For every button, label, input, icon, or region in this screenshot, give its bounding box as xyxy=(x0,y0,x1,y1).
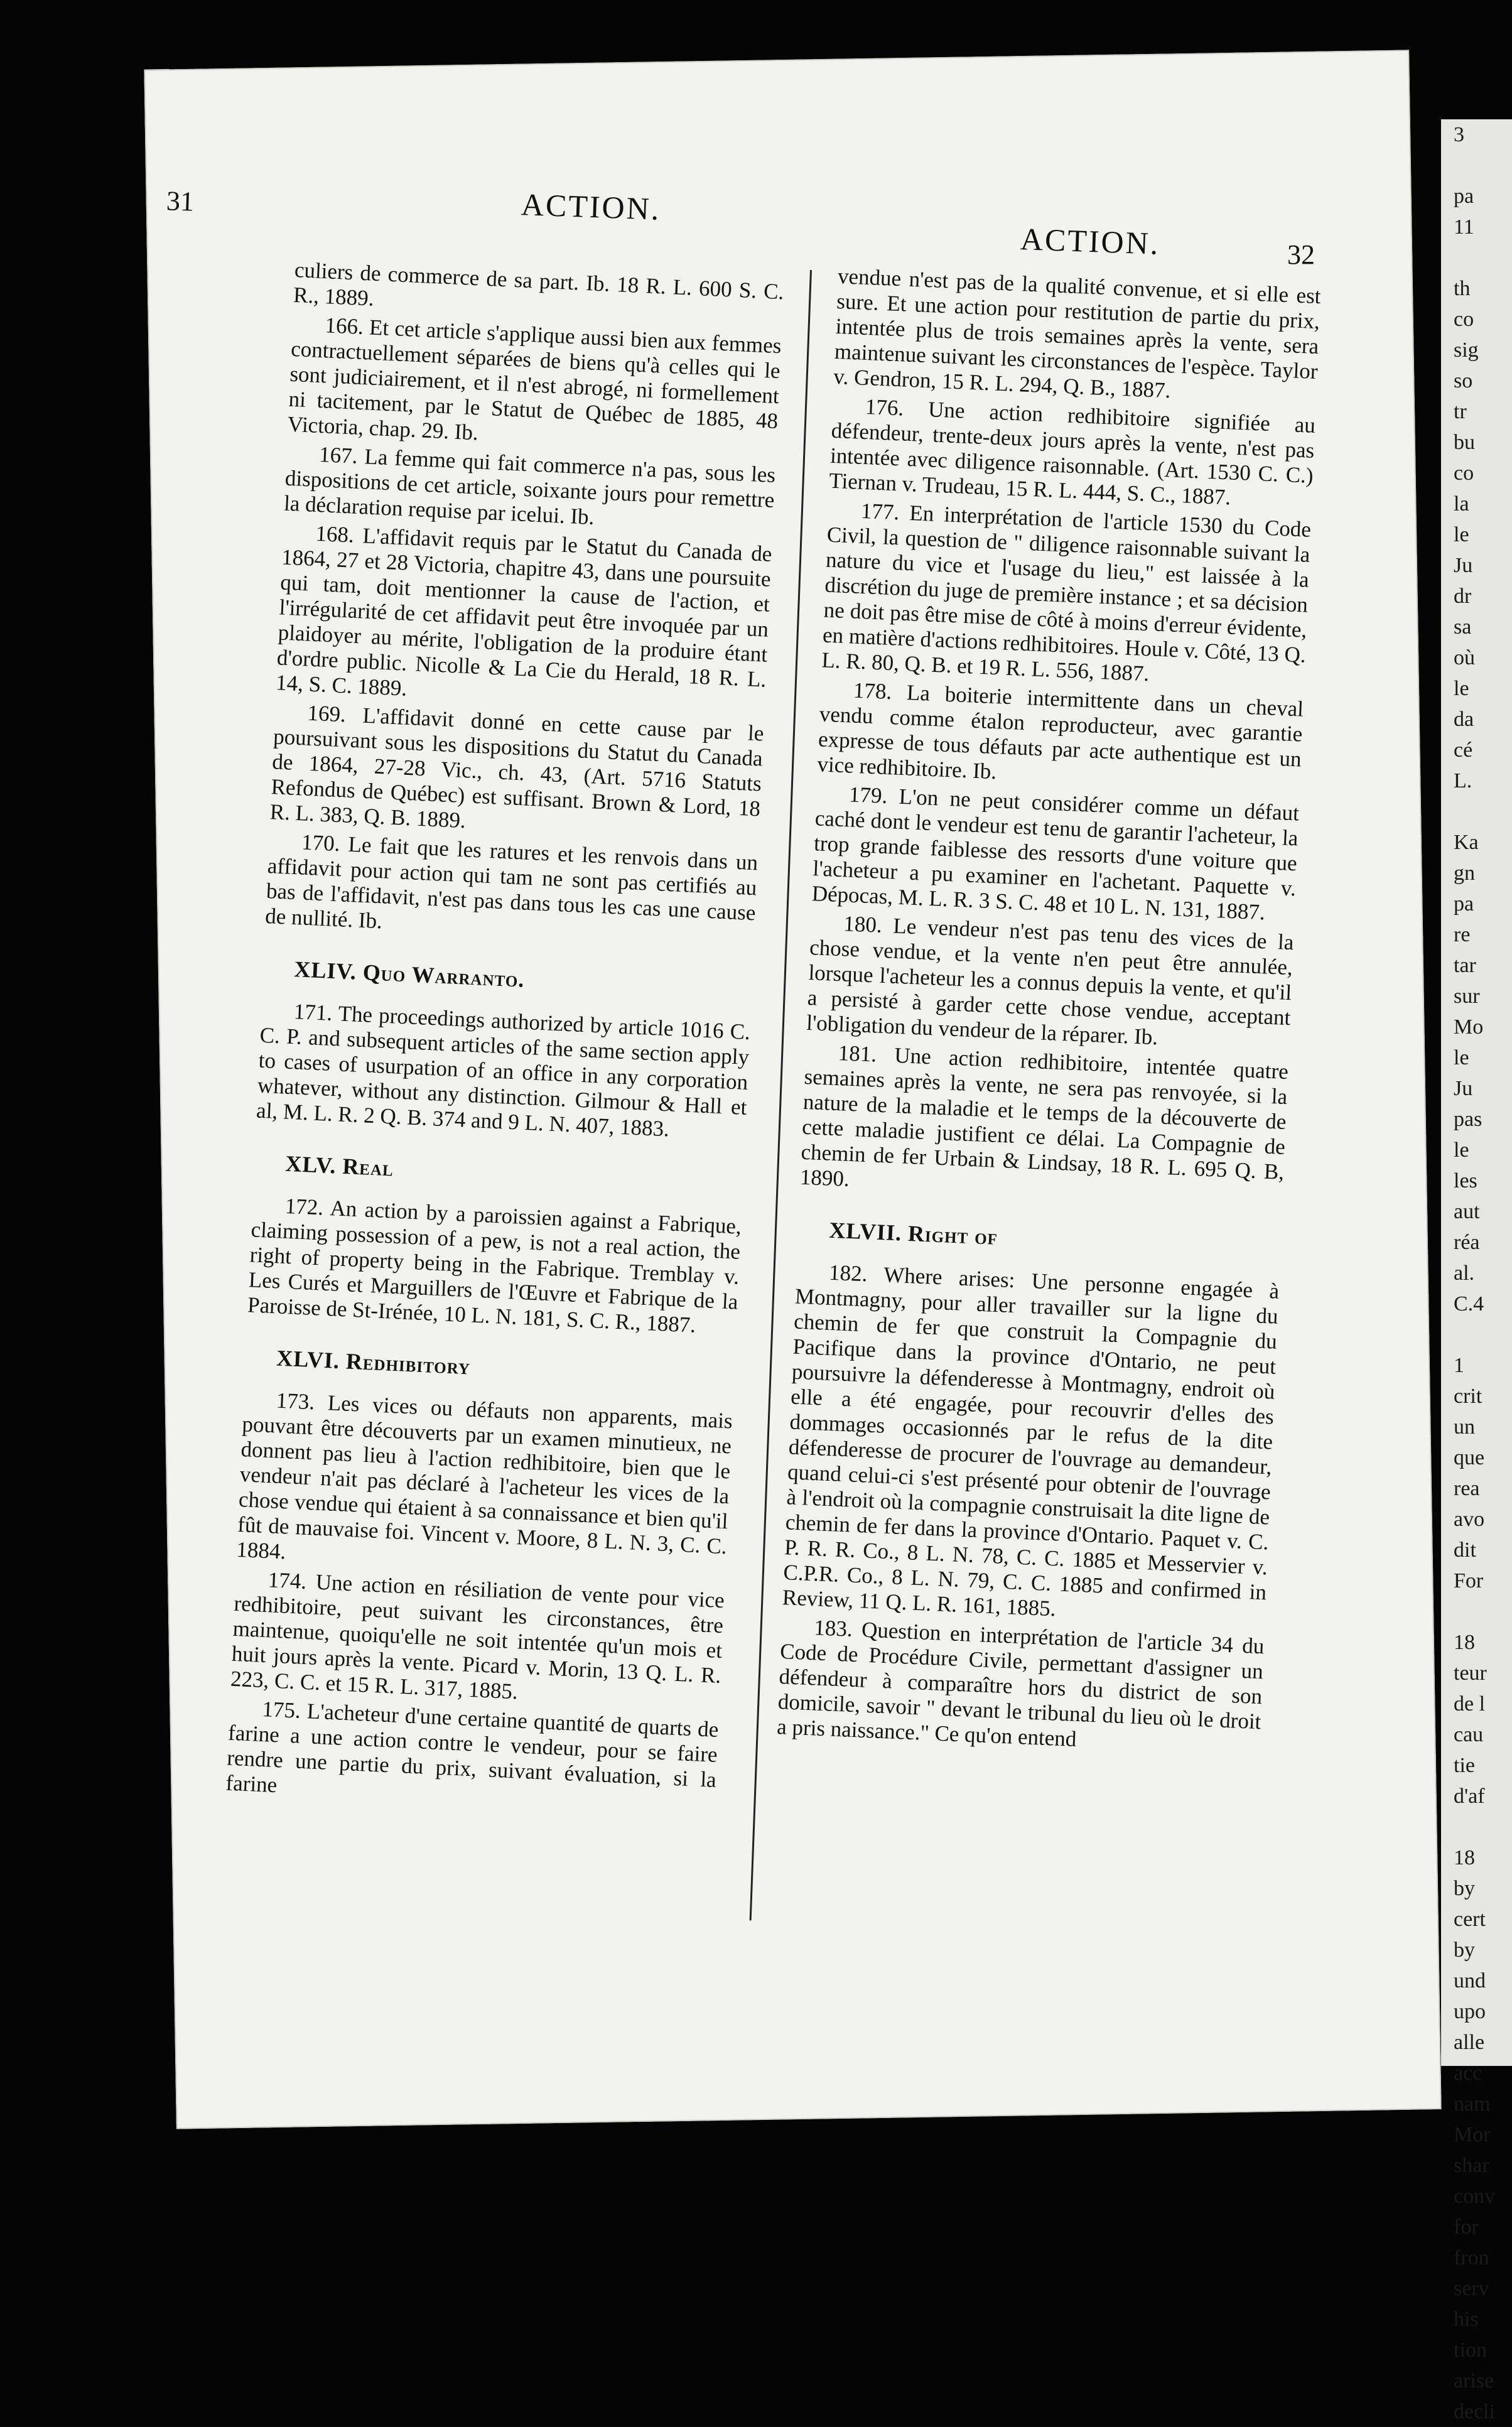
next-page-fragment: tr xyxy=(1454,400,1467,423)
next-page-fragment: la xyxy=(1454,492,1469,516)
next-page-fragment: tie xyxy=(1454,1754,1475,1777)
paragraph-continuation: culiers de commerce de sa part. Ib. 18 R. L. 600 S. C. R., 1889. xyxy=(293,257,785,311)
right-column xyxy=(776,264,1321,1763)
next-page-fragment: pa xyxy=(1454,892,1474,916)
paragraph-181: 181. Une action redhibitoire, intentée quatre semaines après la vente, ne sera pas renvoyée, si la nature de la maladie et le temps de la découverte de cette maladie justifient ce délai. La Compagnie de chemin de fer Urbain & Lindsay, 18 R. L. 695 Q. B, 1890. xyxy=(799,1041,1289,1192)
next-page-fragment xyxy=(1441,1319,1512,1350)
next-page-fragment: his xyxy=(1454,2308,1479,2331)
paragraph-170: 170. Le fait que les ratures et les renvois dans un affidavit pour action qui tam ne sont pas certifiés au bas de l'affidavit, n'est pas dans tous les cas une cause de nullité. Ib. xyxy=(264,830,759,934)
next-page-fragment: que xyxy=(1454,1446,1485,1469)
paragraph-169: 169. L'affidavit donné en cette cause par le poursuivant sous les dispositions du Statut du Canada de 1864, 27-28 Vic., ch. 43, (Art. 5716 Statuts Refondus de Québec) est suffisant. Brown & Lord, 18 R. L. 383, Q. B. 1889. xyxy=(269,700,765,833)
next-page-fragment: avo xyxy=(1454,1508,1485,1531)
next-page-fragment: le xyxy=(1454,523,1469,546)
next-page-fragment: so xyxy=(1454,369,1473,392)
section-number: XLVI. xyxy=(276,1345,340,1374)
paragraph-175-continued: vendue n'est pas de la qualité convenue, et si elle est sure. Et une action pour restitution de partie du prix, intentée plus de trois semaines après la vente, sera maintenue suivant les circonstances de l'espèce. Taylor v. Gendron, 15 R. L. 294, Q. B., 1887. xyxy=(833,264,1322,403)
next-page-fragment: Ju xyxy=(1454,1077,1473,1100)
next-page-fragment: dit xyxy=(1454,1538,1476,1562)
next-page-fragment xyxy=(1441,1812,1512,1842)
paragraph-174: 174. Une action en résiliation de vente pour vice redhibitoire, peut suivant les circonstances, être maintenue, quoiqu'elle ne soit intentée qu'un mois et huit jours après la vente. Picard v. Morin, 13 Q. L. R. 223, C. C. et 15 R. L. 317, 1885. xyxy=(230,1567,725,1704)
paragraph-173: 173. Les vices ou défauts non apparents, mais pouvant être découverts par un examen minutieux, ne donnent pas lieu à l'action redhibitoire, bien que le vendeur n'ait pas déclaré à l'acheteur les vices de la chose vendue qui étaient à sa connaissance et bien qu'il fût de mauvaise foi. Vincent v. Moore, 8 L. N. 3, C. C. 1884. xyxy=(235,1388,733,1564)
next-page-fragment: cert xyxy=(1454,1908,1486,1931)
next-page-fragment: tion xyxy=(1454,2338,1487,2362)
section-title: Real xyxy=(342,1153,394,1181)
paragraph-179: 179. L'on ne peut considérer comme un défaut caché dont le vendeur est tenu de garantir l'acheteur, la trop grande faiblesse des ressorts d'une voiture que l'acheteur a pu examiner en l'achetant. Paquette v. Dépocas, M. L. R. 3 S. C. 48 et 10 L. N. 131, 1887. xyxy=(811,782,1300,925)
next-page-fragment: upo xyxy=(1454,2000,1486,2023)
paragraph-180: 180. Le vendeur n'est pas tenu des vices de la chose vendue, et la vente n'en peut être annulée, lorsque l'acheteur les a connus depuis la vente, et qu'il a persisté à garder cette chose vendue, acceptant l'obligation du vendeur de la réparer. Ib. xyxy=(806,911,1295,1050)
next-page-fragment: 18 xyxy=(1454,1846,1475,1869)
next-page-fragment: crit xyxy=(1454,1385,1482,1408)
next-page-fragment: al. xyxy=(1454,1262,1475,1285)
next-page-fragment: da xyxy=(1454,708,1474,731)
section-heading-xlvii xyxy=(829,1218,1282,1262)
section-title: Redhibitory xyxy=(345,1348,471,1380)
section-number: XLVII. xyxy=(828,1217,903,1246)
next-page-fragment xyxy=(1441,1596,1512,1627)
next-page-fragment: 3 xyxy=(1454,123,1464,146)
next-page-fragment: for xyxy=(1454,2215,1479,2239)
next-page-fragment: tar xyxy=(1454,954,1476,977)
next-page-fragment: by xyxy=(1454,1877,1475,1900)
next-page-fragment: un xyxy=(1454,1415,1475,1439)
next-page-fragment: nam xyxy=(1454,2092,1491,2116)
next-page-fragment: les xyxy=(1454,1169,1477,1192)
next-page-fragment: serv xyxy=(1454,2277,1489,2300)
left-page-number: 31 xyxy=(166,185,195,217)
next-page-fragment xyxy=(1441,242,1512,273)
next-page-fragment: le xyxy=(1454,1138,1469,1162)
section-heading-xlv xyxy=(285,1151,744,1197)
paragraph-171: 171. The proceedings authorized by article 1016 C. C. P. and subsequent articles of the same section apply to cases of usurpation of an office in any corporation whatever, without any distinction. Gilmour & Hall et al, M. L. R. 2 Q. B. 374 and 9 L. N. 407, 1883. xyxy=(256,999,751,1142)
next-page-fragment: aut xyxy=(1454,1200,1480,1223)
next-page-fragment: Mor xyxy=(1454,2123,1491,2146)
paragraph-183: 183. Question en interprétation de l'article 34 du Code de Procédure Civile, permettant d'assigner un défendeur à comparaître hors du district de son domicile, savoir " devant le tribunal du lieu où le droit a pris naissance." Ce qu'on entend xyxy=(776,1615,1265,1751)
next-page-fragment: conv xyxy=(1454,2185,1496,2208)
paragraph-178: 178. La boiterie intermittente dans un cheval vendu comme étalon reproducteur, avec garantie expresse de tous défauts par acte authentique est un vice redhibitoire. Ib. xyxy=(816,678,1304,784)
next-page-fragment: rea xyxy=(1454,1477,1480,1500)
next-page-fragment: pa xyxy=(1454,185,1474,208)
next-page-fragment: sur xyxy=(1454,985,1480,1008)
next-page-fragment: le xyxy=(1454,677,1469,700)
next-page-fragment: sig xyxy=(1454,338,1479,362)
next-page-fragment: pas xyxy=(1454,1108,1482,1131)
next-page-fragment: cau xyxy=(1454,1723,1484,1746)
next-page-fragment: de l xyxy=(1454,1692,1486,1716)
next-page-fragment: le xyxy=(1454,1046,1469,1069)
next-page-fragment: dr xyxy=(1454,585,1472,608)
next-page-fragment: fron xyxy=(1454,2246,1489,2269)
next-page-fragment: C.4 xyxy=(1454,1292,1484,1316)
right-page-number: 32 xyxy=(1287,239,1315,270)
section-number: XLIV. xyxy=(293,956,357,985)
next-page-fragment: Mo xyxy=(1454,1015,1484,1039)
right-running-title: ACTION. xyxy=(1020,221,1161,261)
paragraph-175: 175. L'acheteur d'une certaine quantité de quarts de farine a une action contre le vendeur, pour se faire rendre une partie du prix, suivant évaluation, si la farine xyxy=(225,1697,720,1798)
paragraph-177: 177. En interprétation de l'article 1530 du Code Civil, la question de " diligence raisonnable suivant la nature du vice et l'usage du lieu," est laissée à la discrétion du juge de première instance ; et sa décision ne doit pas être mise de côté à moins d'erreur évidente, en matière d'actions redhibitoires. Houle v. Côté, 13 Q. L. R. 80, Q. B. et 19 R. L. 556, 1887. xyxy=(821,498,1312,686)
left-column xyxy=(225,257,784,1822)
paragraph-182: 182. Where arises: Une personne engagée à Montmagny, pour aller travailler sur la ligne du chemin de fer que construit la Compagnie du Pacifique dans la province d'Ontario, ne peut poursuivre la défenderesse à Montmagny, endroit où elle a été engagée, pour recouvrir d'elles des dommages occasionnés par le refus de la dite défenderesse de procurer de l'ouvrage au demandeur, quand celui-ci s'est présenté pour obtenir de l'ouvrage à l'endroit où la compagnie construisait la dite ligne de chemin de fer dans la province d'Ontario. Paquet v. C. P. R. R. Co., 8 L. N. 78, C. C. 1885 et Messervier v. C.P.R. Co., 8 L. N. 79, C. C. 1885 and confirmed in Review, 11 Q. L. R. 161, 1885. xyxy=(782,1260,1280,1621)
next-page-fragment: 1 xyxy=(1454,1354,1464,1377)
section-title: Quo Warranto. xyxy=(362,959,526,992)
paragraph-176: 176. Une action redhibitoire signifiée au défendeur, trente-deux jours après la vente, n'est pas intentée avec diligence raisonnable. (Art. 1530 C. C.) Tiernan v. Trudeau, 15 R. L. 444, S. C., 1887. xyxy=(828,394,1316,510)
next-page-fragment: réa xyxy=(1454,1231,1480,1254)
next-page-fragment: cé xyxy=(1454,738,1473,762)
paragraph-172: 172. An action by a paroissien against a Fabrique, claiming possession of a pew, is not a real action, the right of property being in the Fabrique. Tremblay v. Les Curés et Marguillers de l'Œuvre et Fabrique de la Paroisse de St-Irénée, 10 L. N. 181, S. C. R., 1887. xyxy=(247,1193,742,1338)
next-page-fragment: gn xyxy=(1454,862,1475,885)
next-page-fragment: by xyxy=(1454,1938,1475,1962)
next-page-fragment: alle xyxy=(1454,2031,1485,2054)
next-page-fragment: th xyxy=(1454,277,1471,300)
next-page-fragment: L. xyxy=(1454,769,1472,792)
left-running-title: ACTION. xyxy=(521,186,662,227)
paragraph-168: 168. L'affidavit requis par le Statut du Canada de 1864, 27 et 28 Victoria, chapitre 43, dans une poursuite qui tam, doit mentionner la cause de l'action, et l'irrégularité de cet affidavit peut être invoquée par un plaidoyer au mérite, l'obligation de la produire étant d'ordre public. Nicolle & La Cie du Herald, 18 R. L. 14, S. C. 1889. xyxy=(275,521,773,701)
next-page-fragment: où xyxy=(1454,646,1475,669)
paragraph-167: 167. La femme qui fait commerce n'a pas, sous les dispositions de cet article, soixante jours pour remettre la déclaration requise par icelui. Ib. xyxy=(283,442,776,530)
section-title: Right of xyxy=(907,1221,998,1250)
next-page-fragment: 18 xyxy=(1454,1631,1475,1654)
next-page-fragment xyxy=(1441,150,1512,181)
next-page-fragment: bu xyxy=(1454,431,1475,454)
next-page-fragment: shar xyxy=(1454,2154,1489,2177)
next-page-fragment: d'af xyxy=(1454,1785,1485,1808)
next-page-fragment xyxy=(1441,796,1512,827)
next-page-fragment: acc xyxy=(1454,2062,1482,2085)
section-heading-xliv xyxy=(294,956,753,1002)
next-page-fragment: co xyxy=(1454,308,1474,331)
section-number: XLV. xyxy=(284,1150,337,1179)
next-page-fragment: arise xyxy=(1454,2369,1494,2392)
next-page-fragment: For xyxy=(1454,1569,1484,1592)
next-page-fragment: und xyxy=(1454,1969,1486,1992)
next-page-fragment: Ju xyxy=(1454,554,1473,577)
next-page-fragment: decli xyxy=(1454,2400,1496,2423)
next-page-fragment: teur xyxy=(1454,1662,1487,1685)
next-page-edge xyxy=(1441,119,1512,2423)
next-page-fragment: co xyxy=(1454,462,1474,485)
next-page-fragment: Ka xyxy=(1454,831,1479,854)
section-heading-xlvi xyxy=(276,1345,735,1391)
next-page-fragment: re xyxy=(1454,923,1471,946)
next-page-fragment: 11 xyxy=(1454,215,1474,239)
next-page-fragment: sa xyxy=(1454,615,1472,639)
paragraph-166: 166. Et cet article s'applique aussi bien aux femmes contractuellement séparées de biens qu'à celles qui le sont judiciairement, et il n'est abrogé, ni formellement ni tacitement, par le Statut de Québec de 1885, 48 Victoria, chap. 29. Ib. xyxy=(287,313,782,445)
